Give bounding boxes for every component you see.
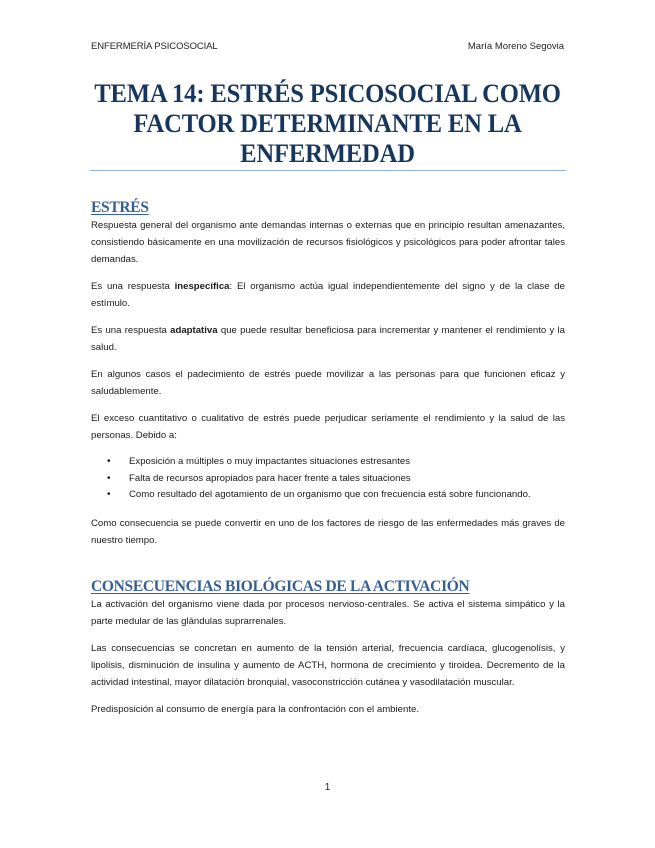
page-number: 1 — [324, 782, 331, 793]
document-body — [91, 199, 565, 728]
title-line-1: TEMA 14: ESTRÉS PSICOSOCIAL COMO — [94, 78, 561, 108]
list-item-text: Exposición a múltiples o muy impactantes situaciones estresantes — [129, 456, 411, 467]
section-heading-estres: ESTRÉS — [91, 199, 149, 216]
list-item-text: Falta de recursos apropiados para hacer frente a tales situaciones — [129, 472, 411, 484]
title-line-3: ENFERMEDAD — [240, 138, 415, 168]
text-run: que puede resultar beneficiosa para incrementar y mantener el rendimiento y la salud. — [91, 325, 565, 353]
list-item — [107, 471, 565, 488]
paragraph: El exceso cuantitativo o cualitativo de estrés puede perjudicar seriamente el rendimiento y la salud de las personas. Debido a: — [91, 413, 565, 441]
paragraph: Predisposición al consumo de energía para la confrontación con el ambiente. — [91, 703, 419, 715]
text-run: Es una respuesta — [91, 325, 171, 336]
paragraph: La activación del organismo viene dada por procesos nervioso-centrales. Se activa el sistema simpático y la parte medular de las glándulas suprarrenales. — [91, 598, 565, 627]
bold-term: adaptativa — [170, 325, 218, 336]
list-item — [107, 454, 565, 471]
paragraph — [91, 322, 565, 356]
page-title — [88, 78, 567, 168]
paragraph: En algunos casos el padecimiento de estrés puede movilizar a las personas para que funcionen eficaz y saludablemente. — [91, 369, 565, 397]
bullet-icon: • — [107, 472, 111, 484]
bullet-icon: • — [107, 489, 111, 500]
bullet-list — [91, 454, 565, 504]
paragraph: Como consecuencia se puede convertir en uno de los factores de riesgo de las enfermedades más graves de nuestro tiempo. — [91, 517, 565, 546]
title-divider — [90, 170, 566, 171]
header-author-name: María Moreno Segovia — [467, 41, 564, 52]
paragraph: Las consecuencias se concretan en aumento de la tensión arterial, frecuencia cardíaca, glucogenolísis, y lipolisis, disminución de insulina y aumento de ACTH, hormona de crecimiento y tiroidea. Decremento de la actividad intestinal, mayor dilatación bronquial, vasoconstricción cutánea y vasodilatación muscular. — [91, 642, 565, 688]
text-run: Es una respuesta — [91, 281, 175, 292]
paragraph — [91, 278, 565, 312]
spacer — [91, 559, 565, 578]
title-line-2: FACTOR DETERMINANTE EN LA — [133, 108, 522, 138]
running-header — [91, 41, 564, 55]
paragraph: Respuesta general del organismo ante demandas internas o externas que en principio resultan amenazantes, consistiendo básicamente en una movilización de recursos fisiológicos y psicológicos para poder afrontar tales demandas. — [91, 220, 565, 265]
list-item-text: Como resultado del agotamiento de un organismo que con frecuencia está sobre funcionando. — [129, 489, 531, 500]
text-run: : El organismo actúa igual independientemente del signo y de la clase de estímulo. — [91, 281, 565, 309]
list-item — [107, 487, 565, 504]
header-course-name: ENFERMERÍA PSICOSOCIAL — [91, 41, 218, 52]
bold-term: inespecífica — [174, 281, 230, 292]
section-heading-consecuencias: CONSECUENCIAS BIOLÓGICAS DE LA ACTIVACIÓN — [91, 577, 470, 595]
bullet-icon: • — [107, 456, 111, 467]
